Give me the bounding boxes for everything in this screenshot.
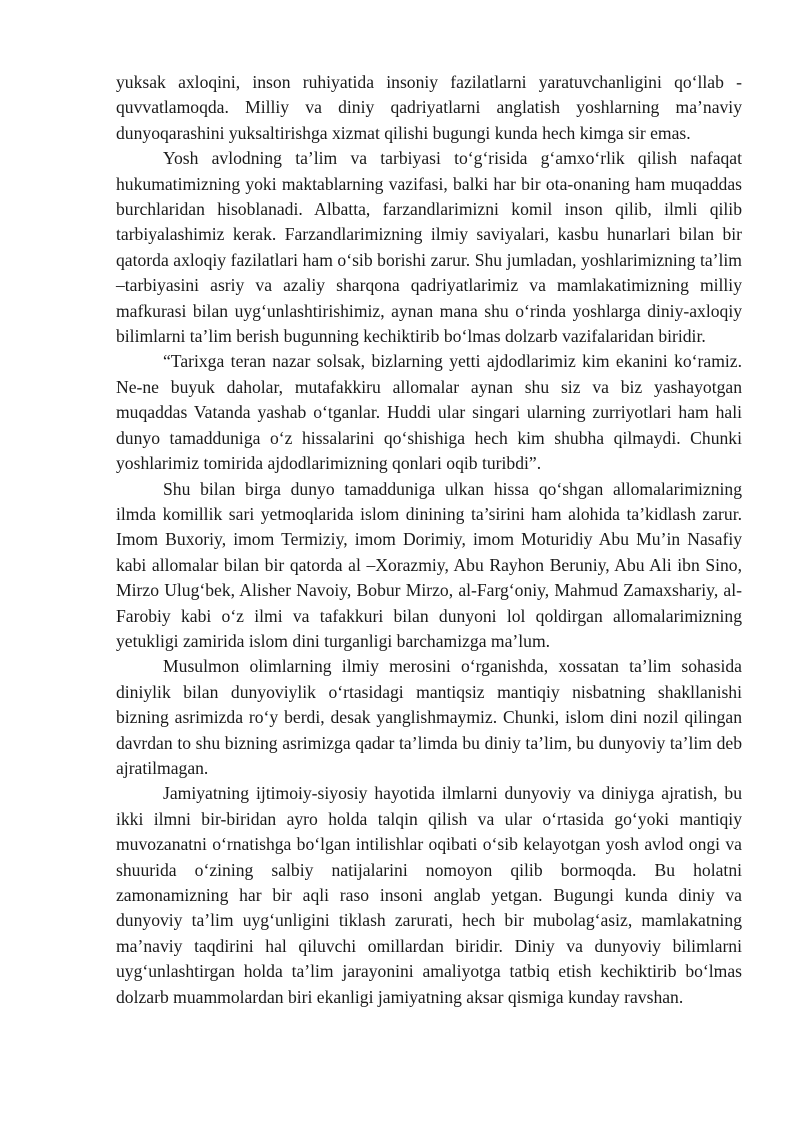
paragraph-muslim-scholars-heritage: Musulmon olimlarning ilmiy merosini o‘rganishda, xossatan ta’lim sohasida diniylik bilan dunyoviylik o‘rtasidagi mantiqsiz mantiqiy nisbatning shakllanishi bizning asrimizda ro‘y berdi, desak yanglishmaymiz. Chunki, islom dini nozil qilingan davrdan to shu bizning asrimizga qadar ta’limda bu diniy ta’lim, bu dunyoviy ta’lim deb ajratilmagan. [116,656,742,778]
paragraph-youth-education: Yosh avlodning ta’lim va tarbiyasi to‘g‘risida g‘amxo‘rlik qilish nafaqat hukumatimizning yoki maktablarning vazifasi, balki har bir ota-onaning ham muqaddas burchlaridan hisoblanadi. Albatta, farzandlarimizni komil inson qilib, ilmli qilib tarbiyalashimiz kerak. Farzandlarimizning ilmiy saviyalari, kasbu hunarlari bilan bir qatorda axloqiy fazilatlari ham o‘sib borishi zarur. Shu jumladan, yoshlarimizning ta’lim –tarbiyasini asriy va azaliy sharqona qadriyatlarimiz va mamlakatimizning milliy mafkurasi bilan uyg‘unlashtirishimiz, aynan mana shu o‘rinda yoshlarga diniy-axloqiy bilimlarni ta’lim berish bugunning kechiktirib bo‘lmas dolzarb vazifalaridan biridir. [116,148,742,347]
paragraph-history-quote: “Tarixga teran nazar solsak, bizlarning yetti ajdodlarimiz kim ekanini ko‘ramiz. Ne-ne buyuk daholar, mutafakkiru allomalar aynan shu siz va biz yashayotgan muqaddas Vatanda yashab o‘tganlar. Huddi ular singari ularning zurriyotlari ham hali dunyo tamadduniga o‘z hissalarini qo‘shishiga hech kim shubha qilmaydi. Chunki yoshlarimiz tomirida ajdodlarimizning qonlari oqib turibdi”. [116,351,742,474]
paragraph-scholars: Shu bilan birga dunyo tamadduniga ulkan hissa qo‘shgan allomalarimizning ilmda komillik sari yetmoqlarida islom dinining ta’sirini ham alohida ta’kidlash zarur. Imom Buxoriy, imom Termiziy, imom Dorimiy, imom Moturidiy Abu Mu’in Nasafiy kabi allomalar bilan bir qatorda al –Xorazmiy, Abu Rayhon Beruniy, Abu Ali ibn Sino, Mirzo Ulug‘bek, Alisher Navoiy, Bobur Mirzo, al-Farg‘oniy, Mahmud Zamaxshariy, al-Farobiy kabi o‘z ilmi va tafakkuri bilan dunyoni lol qoldirgan allomalarimizning yetukligi zamirida islom dini turganligi barchamizga ma’lum. [116,478,742,651]
paragraph-society-knowledge: Jamiyatning ijtimoiy-siyosiy hayotida ilmlarni dunyoviy va diniyga ajratish, bu ikki ilmni bir-biridan ayro holda talqin qilish va ular o‘rtasida go‘yoki mantiqiy muvozanatni o‘rnatishga bo‘lgan intilishlar oqibati o‘sib kelayotgan yosh avlod ongi va shuurida o‘zining salbiy natijalarini nomoyon qilib bormoqda. Bu holatni zamonamizning har bir aqli raso insoni anglab yetgan. Bugungi kunda diniy va dunyoviy ta’lim uyg‘unligini tiklash zarurati, hech bir mubolag‘asiz, mamlakatning ma’naviy taqdirini hal qiluvchi omillardan biridir. Diniy va dunyoviy bilimlarni uyg‘unlashtirgan holda ta’lim jarayonini amaliyotga tatbiq etish kechiktirib bo‘lmas dolzarb muammolardan biri ekanligi jamiyatning aksar qismiga kunday ravshan. [116,783,742,1007]
paragraph-continuation: yuksak axloqini, inson ruhiyatida insoniy fazilatlarni yaratuvchanligini qo‘llab - quvvatlamoqda. Milliy va diniy qadriyatlarni anglatish yoshlarning ma’naviy dunyoqarashini yuksaltirishga xizmat qilishi bugungi kunda hech kimga sir emas. [116,72,742,143]
document-page [116,70,742,1010]
